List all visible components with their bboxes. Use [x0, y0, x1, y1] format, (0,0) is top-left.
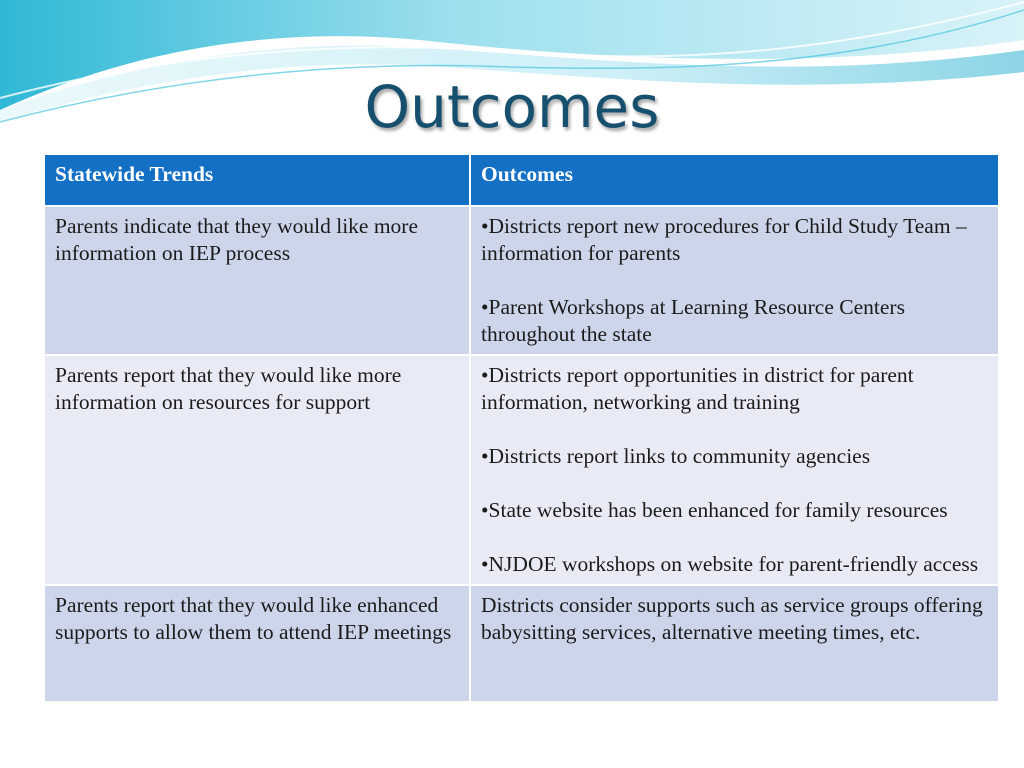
outcomes-cell [470, 206, 999, 355]
trend-text: Parents indicate that they would like more information on IEP process [55, 214, 419, 265]
trend-cell [44, 585, 470, 702]
table-row [44, 206, 999, 355]
outcome-item: •Districts report new procedures for Child Study Team – information for parents [481, 214, 967, 265]
outcome-item: Districts consider supports such as service groups offering babysitting services, alternative meeting times, etc. [481, 593, 983, 644]
trend-cell [44, 355, 470, 585]
header-outcomes: Outcomes [470, 154, 999, 206]
trend-text: Parents report that they would like more information on resources for support [55, 363, 402, 414]
outcome-item: •Districts report links to community agencies [481, 444, 871, 468]
trend-cell [44, 206, 470, 355]
header-statewide-trends: Statewide Trends [44, 154, 470, 206]
outcome-item: •State website has been enhanced for family resources [481, 498, 948, 522]
outcome-item: •Districts report opportunities in district for parent information, networking and training [481, 363, 914, 414]
table-row [44, 585, 999, 702]
outcomes-cell [470, 355, 999, 585]
outcomes-cell [470, 585, 999, 702]
slide-title: Outcomes [364, 73, 660, 141]
outcomes-table [43, 153, 1000, 703]
table-row [44, 355, 999, 585]
table-header-row [44, 154, 999, 206]
outcome-item: •NJDOE workshops on website for parent-friendly access [481, 552, 979, 576]
outcome-item: •Parent Workshops at Learning Resource Centers throughout the state [481, 295, 905, 346]
trend-text: Parents report that they would like enhanced supports to allow them to attend IEP meetings [55, 593, 452, 644]
